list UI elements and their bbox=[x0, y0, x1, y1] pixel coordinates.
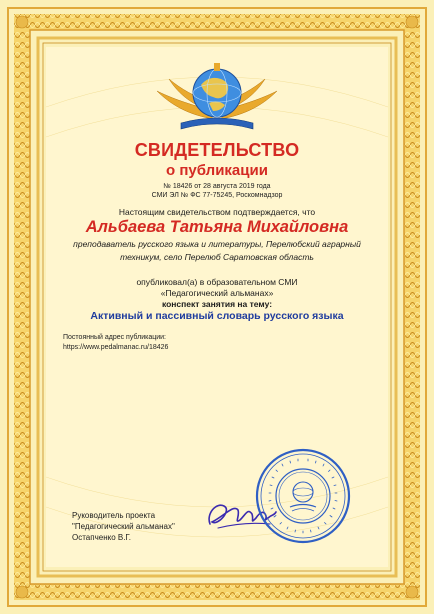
footer-role-line-2: "Педагогический альманах" bbox=[72, 522, 175, 531]
footer-role-line-1: Руководитель проекта bbox=[72, 511, 156, 520]
certificate-title: СВИДЕТЕЛЬСТВО bbox=[134, 140, 300, 160]
certificate-number: № 18426 от 28 августа 2019 года bbox=[163, 183, 271, 190]
address-label: Постоянный адрес публикации: bbox=[63, 334, 167, 341]
publication-topic: Активный и пассивный словарь русского языка bbox=[90, 310, 344, 322]
round-stamp bbox=[254, 447, 352, 545]
certificate-subtitle: о публикации bbox=[166, 162, 268, 179]
confirm-text: Настоящим свидетельством подтверждается, что bbox=[118, 207, 316, 217]
published-line: опубликовал(а) в образовательном СМИ bbox=[136, 277, 298, 287]
globe-book-emblem bbox=[151, 57, 283, 135]
footer-signer: Остапченко В.Г. bbox=[72, 533, 132, 542]
position-line-2: техникум, село Перелюб Саратовская область bbox=[120, 252, 314, 262]
registration-info: СМИ ЭЛ № ФС 77-75245, Роскомнадзор bbox=[151, 192, 283, 199]
work-type: конспект занятия на тему: bbox=[161, 299, 273, 309]
recipient-name: Альбаева Татьяна Михайловна bbox=[85, 218, 349, 236]
media-name: «Педагогический альманах» bbox=[160, 288, 274, 298]
position-line-1: преподаватель русского языка и литературы, Перелюбский аграрный bbox=[73, 239, 361, 249]
address-link[interactable]: https://www.pedalmanac.ru/18426 bbox=[63, 344, 169, 351]
